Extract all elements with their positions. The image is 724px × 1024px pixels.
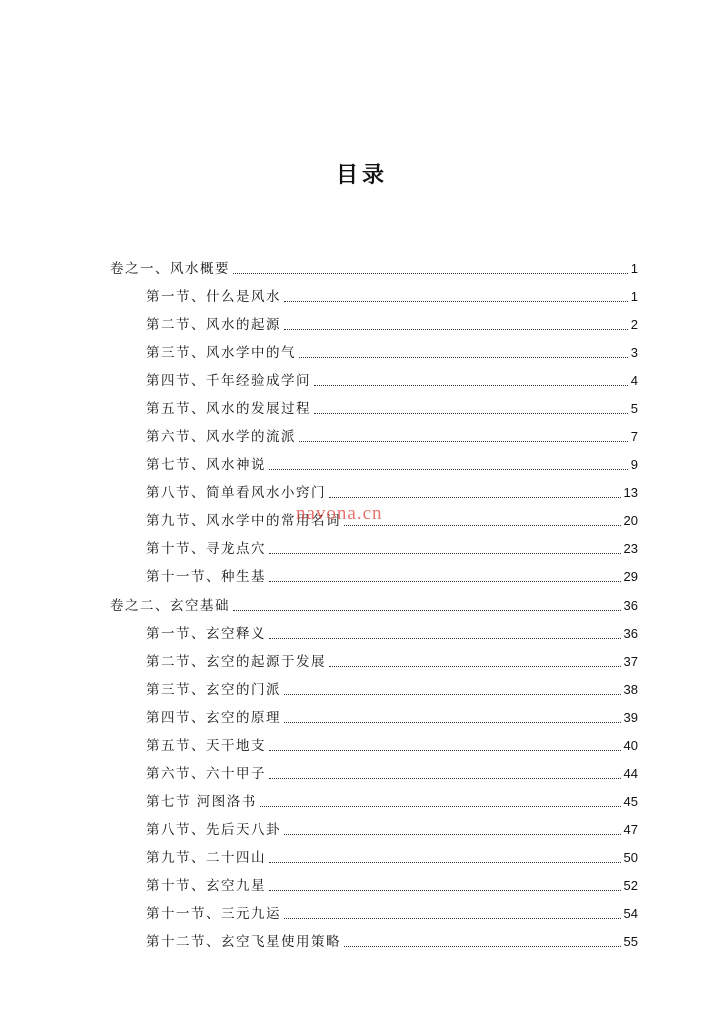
toc-entry[interactable] — [146, 901, 638, 923]
toc-entry[interactable] — [146, 761, 638, 783]
toc-entry[interactable] — [146, 340, 638, 362]
toc-entry[interactable] — [146, 733, 638, 755]
toc-entry[interactable] — [146, 480, 638, 502]
toc-entry[interactable] — [146, 817, 638, 839]
toc-page-number: 7 — [630, 429, 638, 444]
toc-label: 第三节、风水学中的气 — [146, 345, 296, 361]
dot-leader — [284, 329, 628, 330]
toc-label: 第七节、风水神说 — [146, 457, 266, 473]
dot-leader — [344, 525, 621, 526]
toc-entry[interactable] — [146, 789, 638, 811]
toc-page-number: 36 — [623, 626, 638, 641]
toc-page-number: 44 — [623, 766, 638, 781]
toc-entry[interactable] — [146, 452, 638, 474]
toc-page-number: 37 — [623, 654, 638, 669]
dot-leader — [329, 666, 621, 667]
dot-leader — [314, 385, 628, 386]
dot-leader — [284, 722, 621, 723]
toc-entry[interactable] — [146, 284, 638, 306]
toc-page-number: 23 — [623, 541, 638, 556]
dot-leader — [344, 946, 621, 947]
toc-label: 第十一节、三元九运 — [146, 906, 281, 922]
toc-page-number: 2 — [630, 317, 638, 332]
dot-leader — [314, 413, 628, 414]
dot-leader — [269, 890, 621, 891]
dot-leader — [269, 778, 621, 779]
toc-page-number: 54 — [623, 906, 638, 921]
toc-page-number: 36 — [623, 598, 638, 613]
toc-entry[interactable] — [146, 705, 638, 727]
toc-page-number: 1 — [630, 289, 638, 304]
dot-leader — [233, 610, 621, 611]
toc-label: 第十一节、种生基 — [146, 569, 266, 585]
toc-label: 第二节、玄空的起源于发展 — [146, 654, 326, 670]
toc-label: 第十二节、玄空飞星使用策略 — [146, 934, 341, 950]
toc-label: 第三节、玄空的门派 — [146, 682, 281, 698]
toc-entry[interactable] — [146, 508, 638, 530]
toc-label: 第一节、玄空释义 — [146, 626, 266, 642]
toc-entry[interactable] — [146, 621, 638, 643]
toc-label: 第二节、风水的起源 — [146, 317, 281, 333]
dot-leader — [269, 862, 621, 863]
dot-leader — [269, 750, 621, 751]
dot-leader — [284, 918, 621, 919]
toc-page-number: 4 — [630, 373, 638, 388]
dot-leader — [299, 357, 628, 358]
dot-leader — [233, 273, 628, 274]
toc-entry[interactable] — [146, 845, 638, 867]
toc-label: 第一节、什么是风水 — [146, 289, 281, 305]
toc-label: 第四节、玄空的原理 — [146, 710, 281, 726]
dot-leader — [269, 469, 628, 470]
toc-page-number: 9 — [630, 457, 638, 472]
toc-page-number: 3 — [630, 345, 638, 360]
toc-label: 卷之一、风水概要 — [110, 261, 230, 277]
toc-label: 第八节、先后天八卦 — [146, 822, 281, 838]
toc-page-number: 20 — [623, 513, 638, 528]
dot-leader — [269, 581, 621, 582]
toc-page-number: 29 — [623, 569, 638, 584]
toc-volume-2[interactable] — [110, 593, 638, 615]
dot-leader — [299, 441, 628, 442]
toc-label: 第九节、二十四山 — [146, 850, 266, 866]
toc-label: 第七节 河图洛书 — [146, 794, 257, 810]
toc-page-number: 52 — [623, 878, 638, 893]
toc-entry[interactable] — [146, 929, 638, 951]
toc-entry[interactable] — [146, 677, 638, 699]
dot-leader — [329, 497, 621, 498]
toc-entry[interactable] — [146, 649, 638, 671]
dot-leader — [284, 301, 628, 302]
toc-entry[interactable] — [146, 564, 638, 586]
toc-page-number: 38 — [623, 682, 638, 697]
toc-page-number: 47 — [623, 822, 638, 837]
toc-page-number: 45 — [623, 794, 638, 809]
toc-label: 第十节、玄空九星 — [146, 878, 266, 894]
toc-label: 第五节、天干地支 — [146, 738, 266, 754]
toc-entry[interactable] — [146, 396, 638, 418]
watermark: navona.cn — [296, 503, 383, 524]
page-title: 目录 — [335, 162, 388, 188]
toc-page-number: 1 — [630, 261, 638, 276]
toc-entry[interactable] — [146, 424, 638, 446]
toc-label: 第五节、风水的发展过程 — [146, 401, 311, 417]
dot-leader — [260, 806, 621, 807]
toc-label: 第八节、简单看风水小窍门 — [146, 485, 326, 501]
toc-label: 第四节、千年经验成学问 — [146, 373, 311, 389]
toc-page-number: 55 — [623, 934, 638, 949]
toc-page-number: 40 — [623, 738, 638, 753]
toc-entry[interactable] — [146, 873, 638, 895]
dot-leader — [284, 694, 621, 695]
dot-leader — [284, 834, 621, 835]
toc-page-number: 13 — [623, 485, 638, 500]
toc-entry[interactable] — [146, 368, 638, 390]
toc-label: 第六节、风水学的流派 — [146, 429, 296, 445]
toc-label: 卷之二、玄空基础 — [110, 598, 230, 614]
toc-entry[interactable] — [146, 536, 638, 558]
toc-volume-1[interactable] — [110, 256, 638, 278]
toc-page-number: 50 — [623, 850, 638, 865]
toc-page-number: 39 — [623, 710, 638, 725]
toc-label: 第九节、风水学中的常用名词 — [146, 513, 341, 529]
dot-leader — [269, 553, 621, 554]
toc-label: 第六节、六十甲子 — [146, 766, 266, 782]
toc-label: 第十节、寻龙点穴 — [146, 541, 266, 557]
toc-page-number: 5 — [630, 401, 638, 416]
dot-leader — [269, 638, 621, 639]
toc-entry[interactable] — [146, 312, 638, 334]
